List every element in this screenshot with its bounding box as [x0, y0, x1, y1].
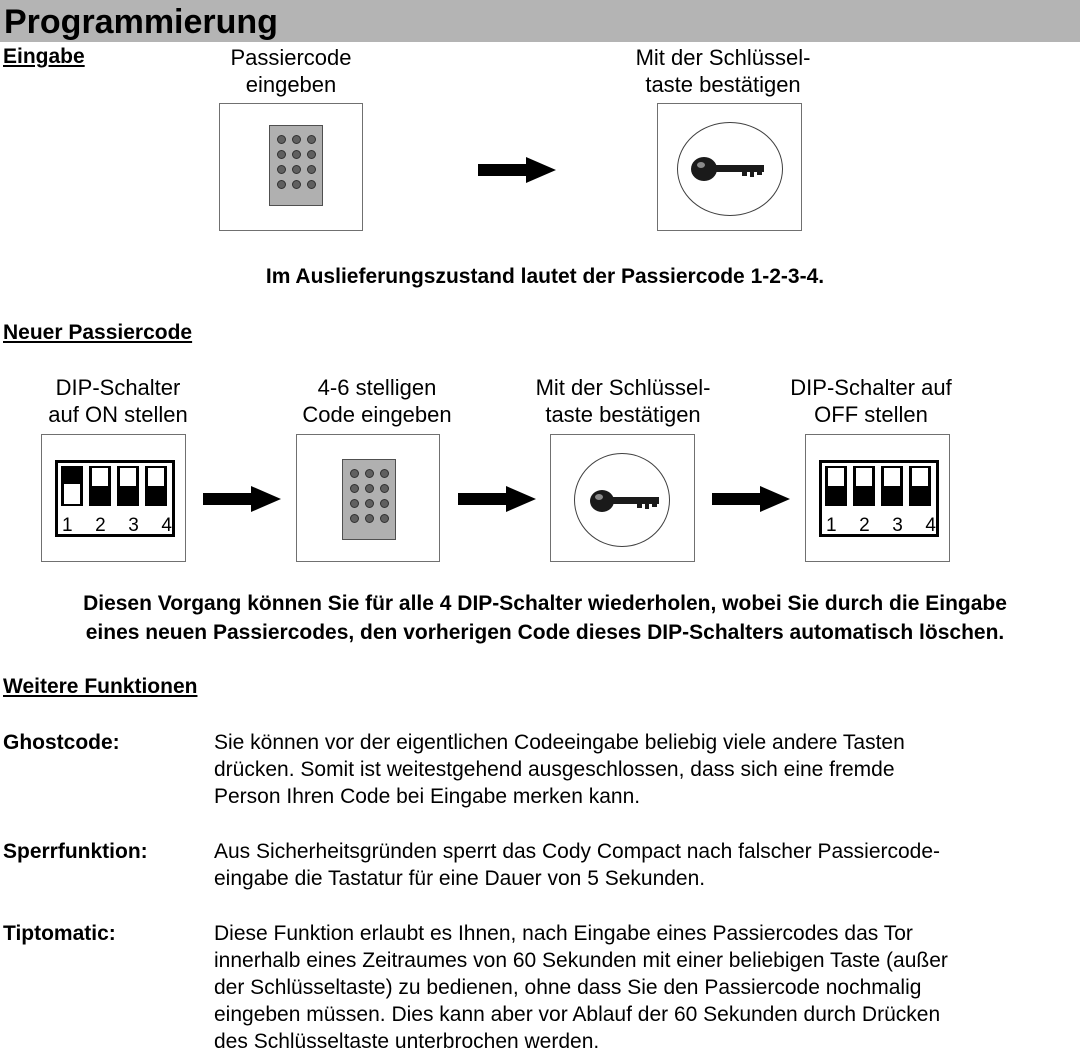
- function-text-tiptomatic: Diese Funktion erlaubt es Ihnen, nach Eingabe eines Passiercodes das Tor innerhalb eines Zeitraumes von 60 Sekunden mit einer beliebigen Taste (außer der Schlüsseltaste) zu bedienen, ohne dass Sie den Passiercode nochmalig eingeben müssen. Dies kann aber vor Ablauf der 60 Sekunden durch Drücken des Schlüsseltaste unterbrochen werden.: [214, 922, 948, 1053]
- neuer-step4-caption: DIP-Schalter auf OFF stellen: [790, 375, 952, 427]
- section-heading-eingabe: Eingabe: [3, 45, 85, 68]
- page-title: Programmierung: [4, 3, 278, 41]
- dip-numbers: 1 2 3 4: [62, 515, 172, 536]
- key-icon: [690, 154, 768, 184]
- function-label-ghostcode: Ghostcode:: [3, 731, 120, 754]
- keypad-icon: [269, 125, 323, 206]
- arrow-right-icon: [712, 484, 792, 514]
- eingabe-step2-caption: Mit der Schlüssel- taste bestätigen: [635, 45, 811, 97]
- neuer-step2-caption: 4-6 stelligen Code eingeben: [302, 375, 452, 427]
- keypad-icon: [342, 459, 396, 540]
- dip-numbers: 1 2 3 4: [826, 515, 936, 536]
- function-label-sperrfunktion: Sperrfunktion:: [3, 840, 148, 863]
- repeat-note: Diesen Vorgang können Sie für alle 4 DIP-Schalter wiederholen, wobei Sie durch die Eingabe eines neuen Passiercodes, den vorherigen Code dieses DIP-Schalters automatisch löschen.: [83, 592, 1007, 644]
- keypad-illustration: [219, 103, 363, 231]
- dip-switch-off-illustration: [805, 434, 950, 562]
- neuer-step3-caption: Mit der Schlüssel- taste bestätigen: [535, 375, 711, 427]
- default-code-note: Im Auslieferungszustand lautet der Passiercode 1-2-3-4.: [265, 265, 825, 288]
- arrow-right-icon: [203, 484, 283, 514]
- eingabe-step1-caption: Passiercode eingeben: [230, 45, 352, 97]
- arrow-right-icon: [478, 155, 558, 185]
- section-heading-neuer-passiercode: Neuer Passiercode: [3, 321, 193, 344]
- key-button-illustration: [657, 103, 802, 231]
- key-icon: [589, 487, 661, 515]
- keypad-illustration: [296, 434, 440, 562]
- dip-switch-on-illustration: [41, 434, 186, 562]
- function-text-sperrfunktion: Aus Sicherheitsgründen sperrt das Cody Compact nach falscher Passiercode- eingabe die Tastatur für eine Dauer von 5 Sekunden.: [214, 840, 941, 890]
- arrow-right-icon: [458, 484, 538, 514]
- neuer-step1-caption: DIP-Schalter auf ON stellen: [48, 375, 188, 427]
- section-heading-weitere-funktionen: Weitere Funktionen: [3, 675, 198, 698]
- key-button-illustration: [550, 434, 695, 562]
- function-text-ghostcode: Sie können vor der eigentlichen Codeeingabe beliebig viele andere Tasten drücken. Somit ist weitestgehend ausgeschlossen, dass sich eine fremde Person Ihren Code bei Eingabe merken kann.: [214, 731, 905, 808]
- function-label-tiptomatic: Tiptomatic:: [3, 922, 116, 945]
